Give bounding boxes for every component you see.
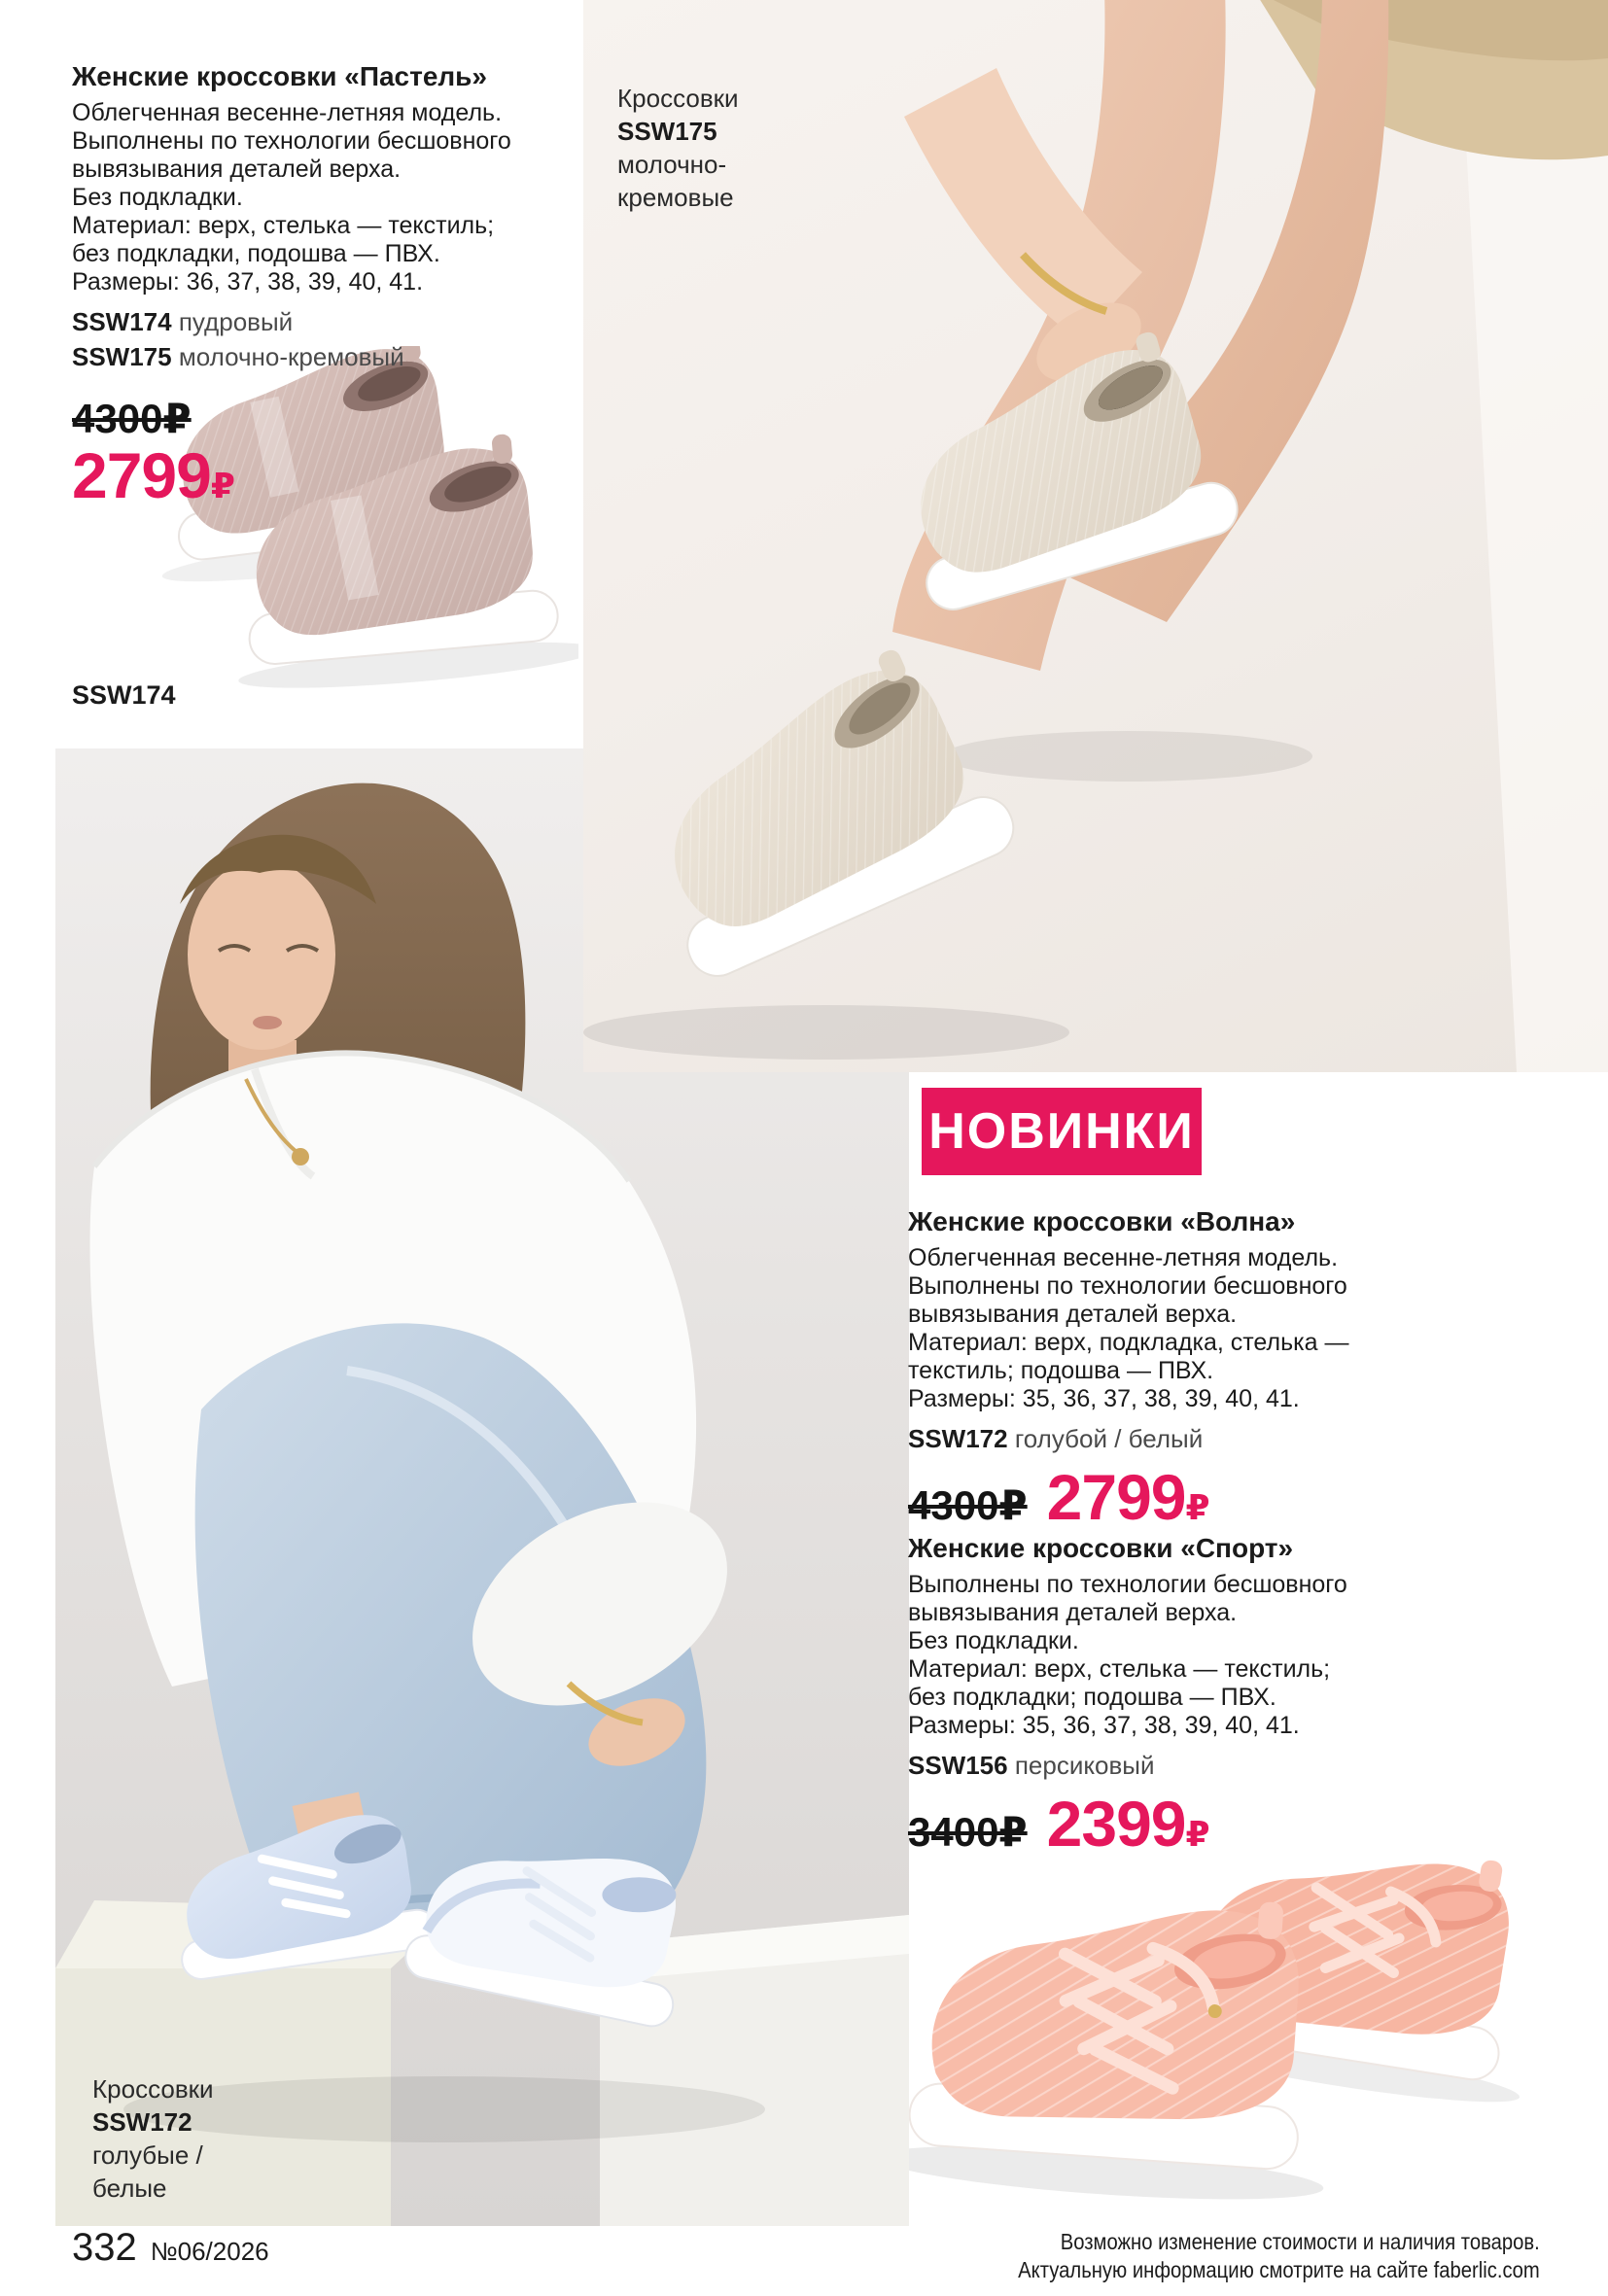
old-price: 4300₽ xyxy=(908,1482,1028,1528)
product-desc-line: вывязывания деталей верха. xyxy=(908,1301,1238,1328)
product-desc-line: Выполнены по технологии бесшовного xyxy=(908,1272,1347,1300)
product-block-sport xyxy=(908,1532,1452,1866)
issue-number: №06/2026 xyxy=(150,2237,269,2266)
photo-caption-ssw174: SSW174 xyxy=(72,680,176,710)
photo-caption-ssw172: Кроссовки SSW172 голубые / белые xyxy=(92,2074,214,2203)
product-photo-ssw156 xyxy=(909,1810,1608,2226)
price-block-volna xyxy=(908,1461,1452,1540)
price-block-pastel xyxy=(72,397,577,518)
photo-caption-ssw175: Кроссовки SSW175 молочно- кремовые xyxy=(617,84,739,212)
product-desc-line: Материал: верх, стелька — текстиль; xyxy=(72,212,495,239)
product-desc-line: без подкладки; подошва — ПВХ. xyxy=(908,1684,1276,1711)
product-title-pastel: Женские кроссовки «Пастель» xyxy=(72,61,487,91)
product-title-volna: Женские кроссовки «Волна» xyxy=(908,1206,1296,1236)
product-title-sport: Женские кроссовки «Спорт» xyxy=(908,1533,1294,1563)
new-price: 2399₽ xyxy=(1046,1788,1209,1860)
new-items-banner: НОВИНКИ xyxy=(922,1088,1202,1175)
product-desc-line: Облегченная весенне-летняя модель. xyxy=(72,99,503,126)
price-block-sport xyxy=(908,1788,1452,1866)
product-desc-line: Выполнены по технологии бесшовного xyxy=(908,1571,1347,1598)
product-desc-line: вывязывания деталей верха. xyxy=(908,1599,1238,1626)
product-desc-line: Материал: верх, подкладка, стелька — xyxy=(908,1329,1349,1356)
new-price: 2799₽ xyxy=(1046,1461,1209,1533)
footer-page-info xyxy=(72,2226,269,2269)
product-desc-line: Без подкладки. xyxy=(908,1627,1079,1654)
variant-ssw172: SSW172 голубой / белый xyxy=(908,1424,1204,1453)
old-price: 3400₽ xyxy=(908,1809,1028,1855)
product-desc-line: Облегченная весенне-летняя модель. xyxy=(908,1244,1339,1271)
page-number: 332 xyxy=(72,2226,137,2269)
product-desc-line: текстиль; подошва — ПВХ. xyxy=(908,1357,1214,1384)
variant-ssw174: SSW174 пудровый xyxy=(72,307,294,336)
product-desc-line: Размеры: 36, 37, 38, 39, 40, 41. xyxy=(72,268,424,296)
product-desc-line: Выполнены по технологии бесшовного xyxy=(72,127,511,155)
product-desc-line: без подкладки, подошва — ПВХ. xyxy=(72,240,440,267)
product-block-pastel xyxy=(72,60,577,518)
product-desc-line: вывязывания деталей верха. xyxy=(72,156,402,183)
product-desc-line: Размеры: 35, 36, 37, 38, 39, 40, 41. xyxy=(908,1712,1300,1739)
product-desc-line: Размеры: 35, 36, 37, 38, 39, 40, 41. xyxy=(908,1385,1300,1412)
variant-ssw175: SSW175 молочно-кремовый xyxy=(72,342,404,371)
variant-ssw156: SSW156 персиковый xyxy=(908,1751,1155,1780)
product-desc-line: Материал: верх, стелька — текстиль; xyxy=(908,1655,1331,1683)
product-desc-line: Без подкладки. xyxy=(72,184,243,211)
peach-sneakers-illustration xyxy=(909,1810,1608,2226)
product-block-volna xyxy=(908,1205,1452,1540)
footer-disclaimer: Возможно изменение стоимости и наличия товаров. Актуальную информацию смотрите на сайте faberlic.com xyxy=(1018,2229,1540,2282)
old-price: 4300₽ xyxy=(72,396,192,441)
new-price: 2799₽ xyxy=(72,439,234,511)
